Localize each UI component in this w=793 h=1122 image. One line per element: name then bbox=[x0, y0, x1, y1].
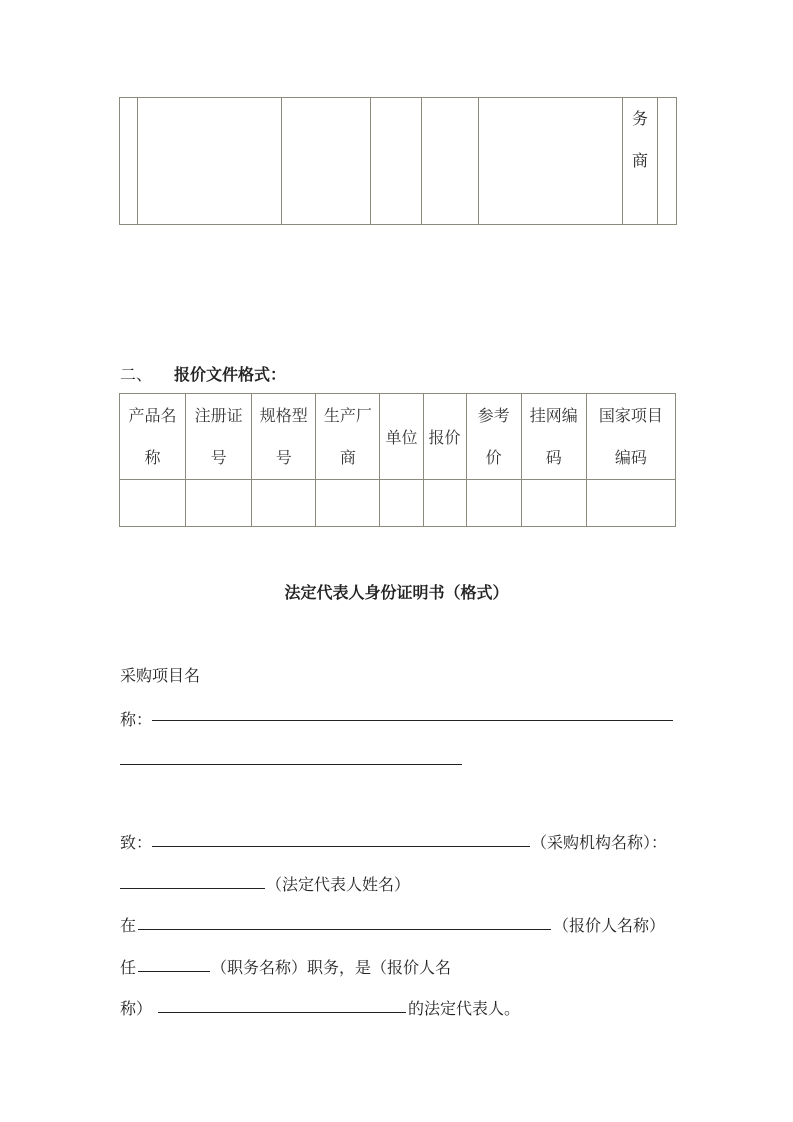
price-format-table bbox=[119, 393, 676, 527]
header-cell-manufacturer: 生产厂 商 bbox=[316, 394, 380, 480]
header-cell-registration-no: 注册证 号 bbox=[186, 394, 252, 480]
header-cell-unit: 单位 bbox=[380, 394, 423, 480]
at-label: 在 bbox=[120, 916, 137, 935]
header-cell-national-code: 国家项目 编码 bbox=[586, 394, 675, 480]
certificate-title: 法定代表人身份证明书（格式） bbox=[284, 583, 509, 602]
table-cell bbox=[371, 98, 422, 225]
table-cell-vertical-text bbox=[623, 98, 658, 225]
signature-blank[interactable] bbox=[158, 1012, 406, 1013]
bidder-name-suffix: （报价人名称） bbox=[553, 916, 666, 935]
last-line-suffix: 的法定代表人。 bbox=[408, 999, 521, 1018]
header-cell-price: 报价 bbox=[423, 394, 466, 480]
project-name-label: 采购项目名 bbox=[120, 666, 201, 685]
legal-rep-name-blank[interactable] bbox=[120, 888, 265, 889]
agency-name-blank[interactable] bbox=[152, 846, 530, 847]
legal-rep-name-suffix: （法定代表人姓名） bbox=[266, 875, 411, 894]
last-line-prefix: 称） bbox=[120, 999, 153, 1018]
position-blank[interactable] bbox=[138, 971, 210, 972]
continued-table bbox=[119, 97, 677, 225]
to-label: 致： bbox=[120, 833, 153, 852]
section-number: 二、 bbox=[120, 365, 153, 384]
header-cell-model: 规格型 号 bbox=[252, 394, 316, 480]
agency-name-suffix: （采购机构名称）： bbox=[531, 833, 668, 852]
vertical-char: 务 bbox=[631, 109, 648, 128]
project-name-blank[interactable] bbox=[152, 720, 673, 721]
table-header-row bbox=[120, 394, 676, 480]
table-cell bbox=[282, 98, 371, 225]
bidder-name-blank[interactable] bbox=[138, 929, 551, 930]
position-label: 任 bbox=[120, 958, 137, 977]
table-row bbox=[120, 480, 676, 527]
header-cell-reference-price: 参考 价 bbox=[466, 394, 521, 480]
section-title: 报价文件格式： bbox=[174, 365, 287, 384]
table-cell bbox=[658, 98, 677, 225]
table-cell bbox=[422, 98, 479, 225]
table-cell bbox=[479, 98, 623, 225]
project-name-label-cont: 称： bbox=[120, 710, 153, 729]
table-cell bbox=[120, 98, 138, 225]
header-cell-product-name: 产品名 称 bbox=[120, 394, 186, 480]
position-suffix: （职务名称）职务，是（报价人名 bbox=[211, 958, 452, 977]
vertical-char: 商 bbox=[631, 151, 648, 170]
table-cell bbox=[138, 98, 282, 225]
header-cell-listing-code: 挂网编 码 bbox=[521, 394, 586, 480]
project-name-blank-2[interactable] bbox=[120, 764, 462, 765]
